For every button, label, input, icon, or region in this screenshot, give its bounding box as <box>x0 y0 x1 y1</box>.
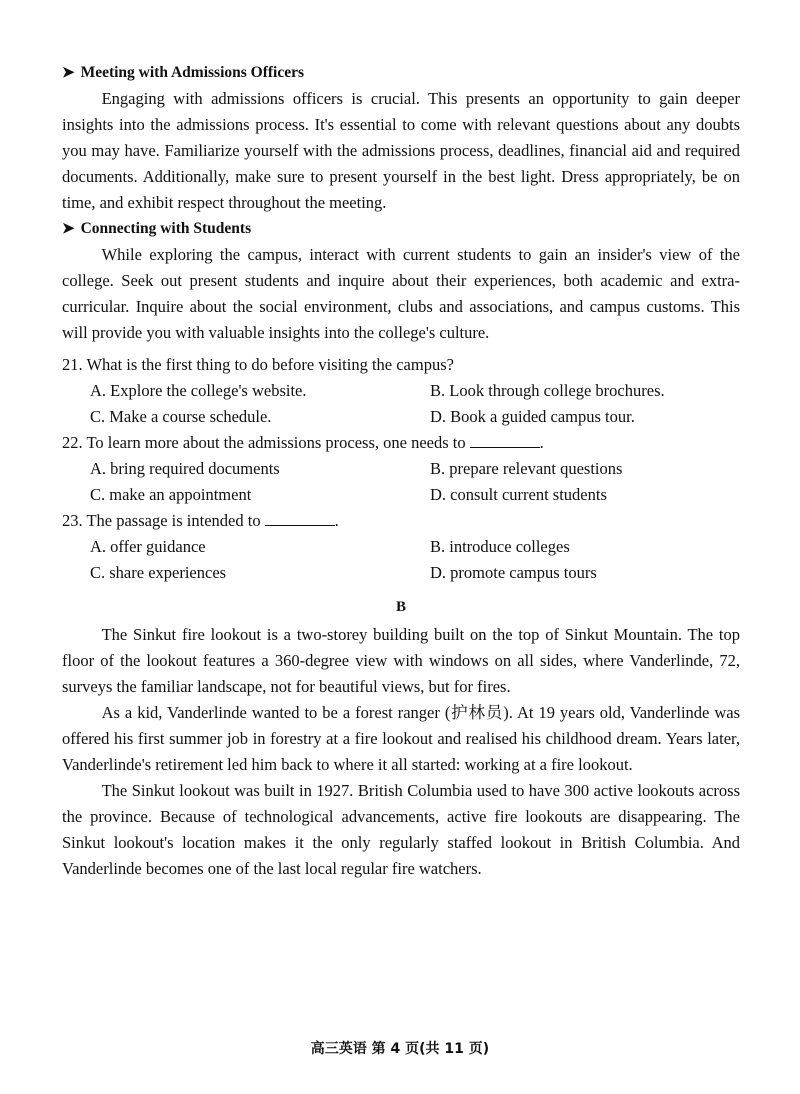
option-d: D. consult current students <box>430 485 607 504</box>
option-b: B. introduce colleges <box>430 537 570 556</box>
arrow-bullet-icon: ➤ <box>62 221 75 237</box>
option-b: B. prepare relevant questions <box>430 459 623 478</box>
question-21 <box>62 352 740 430</box>
paragraph-admissions: Engaging with admissions officers is crucial. This presents an opportunity to gain deeper insights into the admissions process. It's essential to come with relevant questions about any doubts you may have. Familiarize yourself with the admissions process, deadlines, financial aid and required documents. Additionally, make sure to present yourself in the best light. Dress appropriately, be on time, and exhibit respect throughout the meeting. <box>62 89 740 212</box>
option-c: C. Make a course schedule. <box>90 407 272 426</box>
option-a: A. offer guidance <box>90 537 206 556</box>
option-d: D. promote campus tours <box>430 563 597 582</box>
answer-blank <box>470 431 540 448</box>
question-stem: 23. The passage is intended to <box>62 511 261 530</box>
option-c: C. share experiences <box>90 563 227 582</box>
paragraph-b2: As a kid, Vanderlinde wanted to be a forest ranger (护林员). At 19 years old, Vanderlinde was offered his first summer job in forestry at a fire lookout and realised his childhood dream. Years later, Vanderlinde's retirement led him back to where it all started: working at a fire lookout. <box>62 703 740 774</box>
section-heading-admissions <box>62 60 740 86</box>
question-stem-row <box>62 508 740 534</box>
paragraph-b1: The Sinkut fire lookout is a two-storey building built on the top of Sinkut Mountain. The top floor of the lookout features a 360-degree view with windows on all sides, where Vanderlinde, 72, surveys the familiar landscape, not for beautiful views, but for fires. <box>62 625 740 696</box>
section-heading-students <box>62 216 740 242</box>
question-23 <box>62 508 740 586</box>
question-stem: 22. To learn more about the admissions process, one needs to <box>62 433 466 452</box>
section-heading-text: Connecting with Students <box>80 220 252 237</box>
page-footer: 高三英语 第 4 页(共 11 页) <box>310 1041 490 1057</box>
option-a: A. Explore the college's website. <box>90 381 307 400</box>
paragraph-students: While exploring the campus, interact with current students to gain an insider's view of the college. Seek out present students and inquire about their experiences, both academic and extra-curricular. Inquire about the social environment, clubs and associations, and campus customs. This will provide you with valuable insights into the college's culture. <box>62 245 740 342</box>
option-a: A. bring required documents <box>90 459 280 478</box>
option-d: D. Book a guided campus tour. <box>430 407 635 426</box>
part-b-label: B <box>395 599 406 615</box>
document-page <box>62 60 740 882</box>
question-stem-row <box>62 430 740 456</box>
option-b: B. Look through college brochures. <box>430 381 665 400</box>
stem-end: . <box>539 433 544 452</box>
stem-end: . <box>334 511 339 530</box>
arrow-bullet-icon: ➤ <box>62 65 75 81</box>
paragraph-b3: The Sinkut lookout was built in 1927. British Columbia used to have 300 active lookouts across the province. Because of technological advancements, active fire lookouts are disappearing. The Sinkut lookout's location makes it the only regularly staffed lookout in British Columbia. And Vanderlinde becomes one of the last local regular fire watchers. <box>62 781 740 878</box>
question-stem: 21. What is the first thing to do before visiting the campus? <box>62 355 454 374</box>
section-heading-text: Meeting with Admissions Officers <box>80 64 305 81</box>
question-22 <box>62 430 740 508</box>
option-c: C. make an appointment <box>90 485 252 504</box>
answer-blank <box>265 509 335 526</box>
